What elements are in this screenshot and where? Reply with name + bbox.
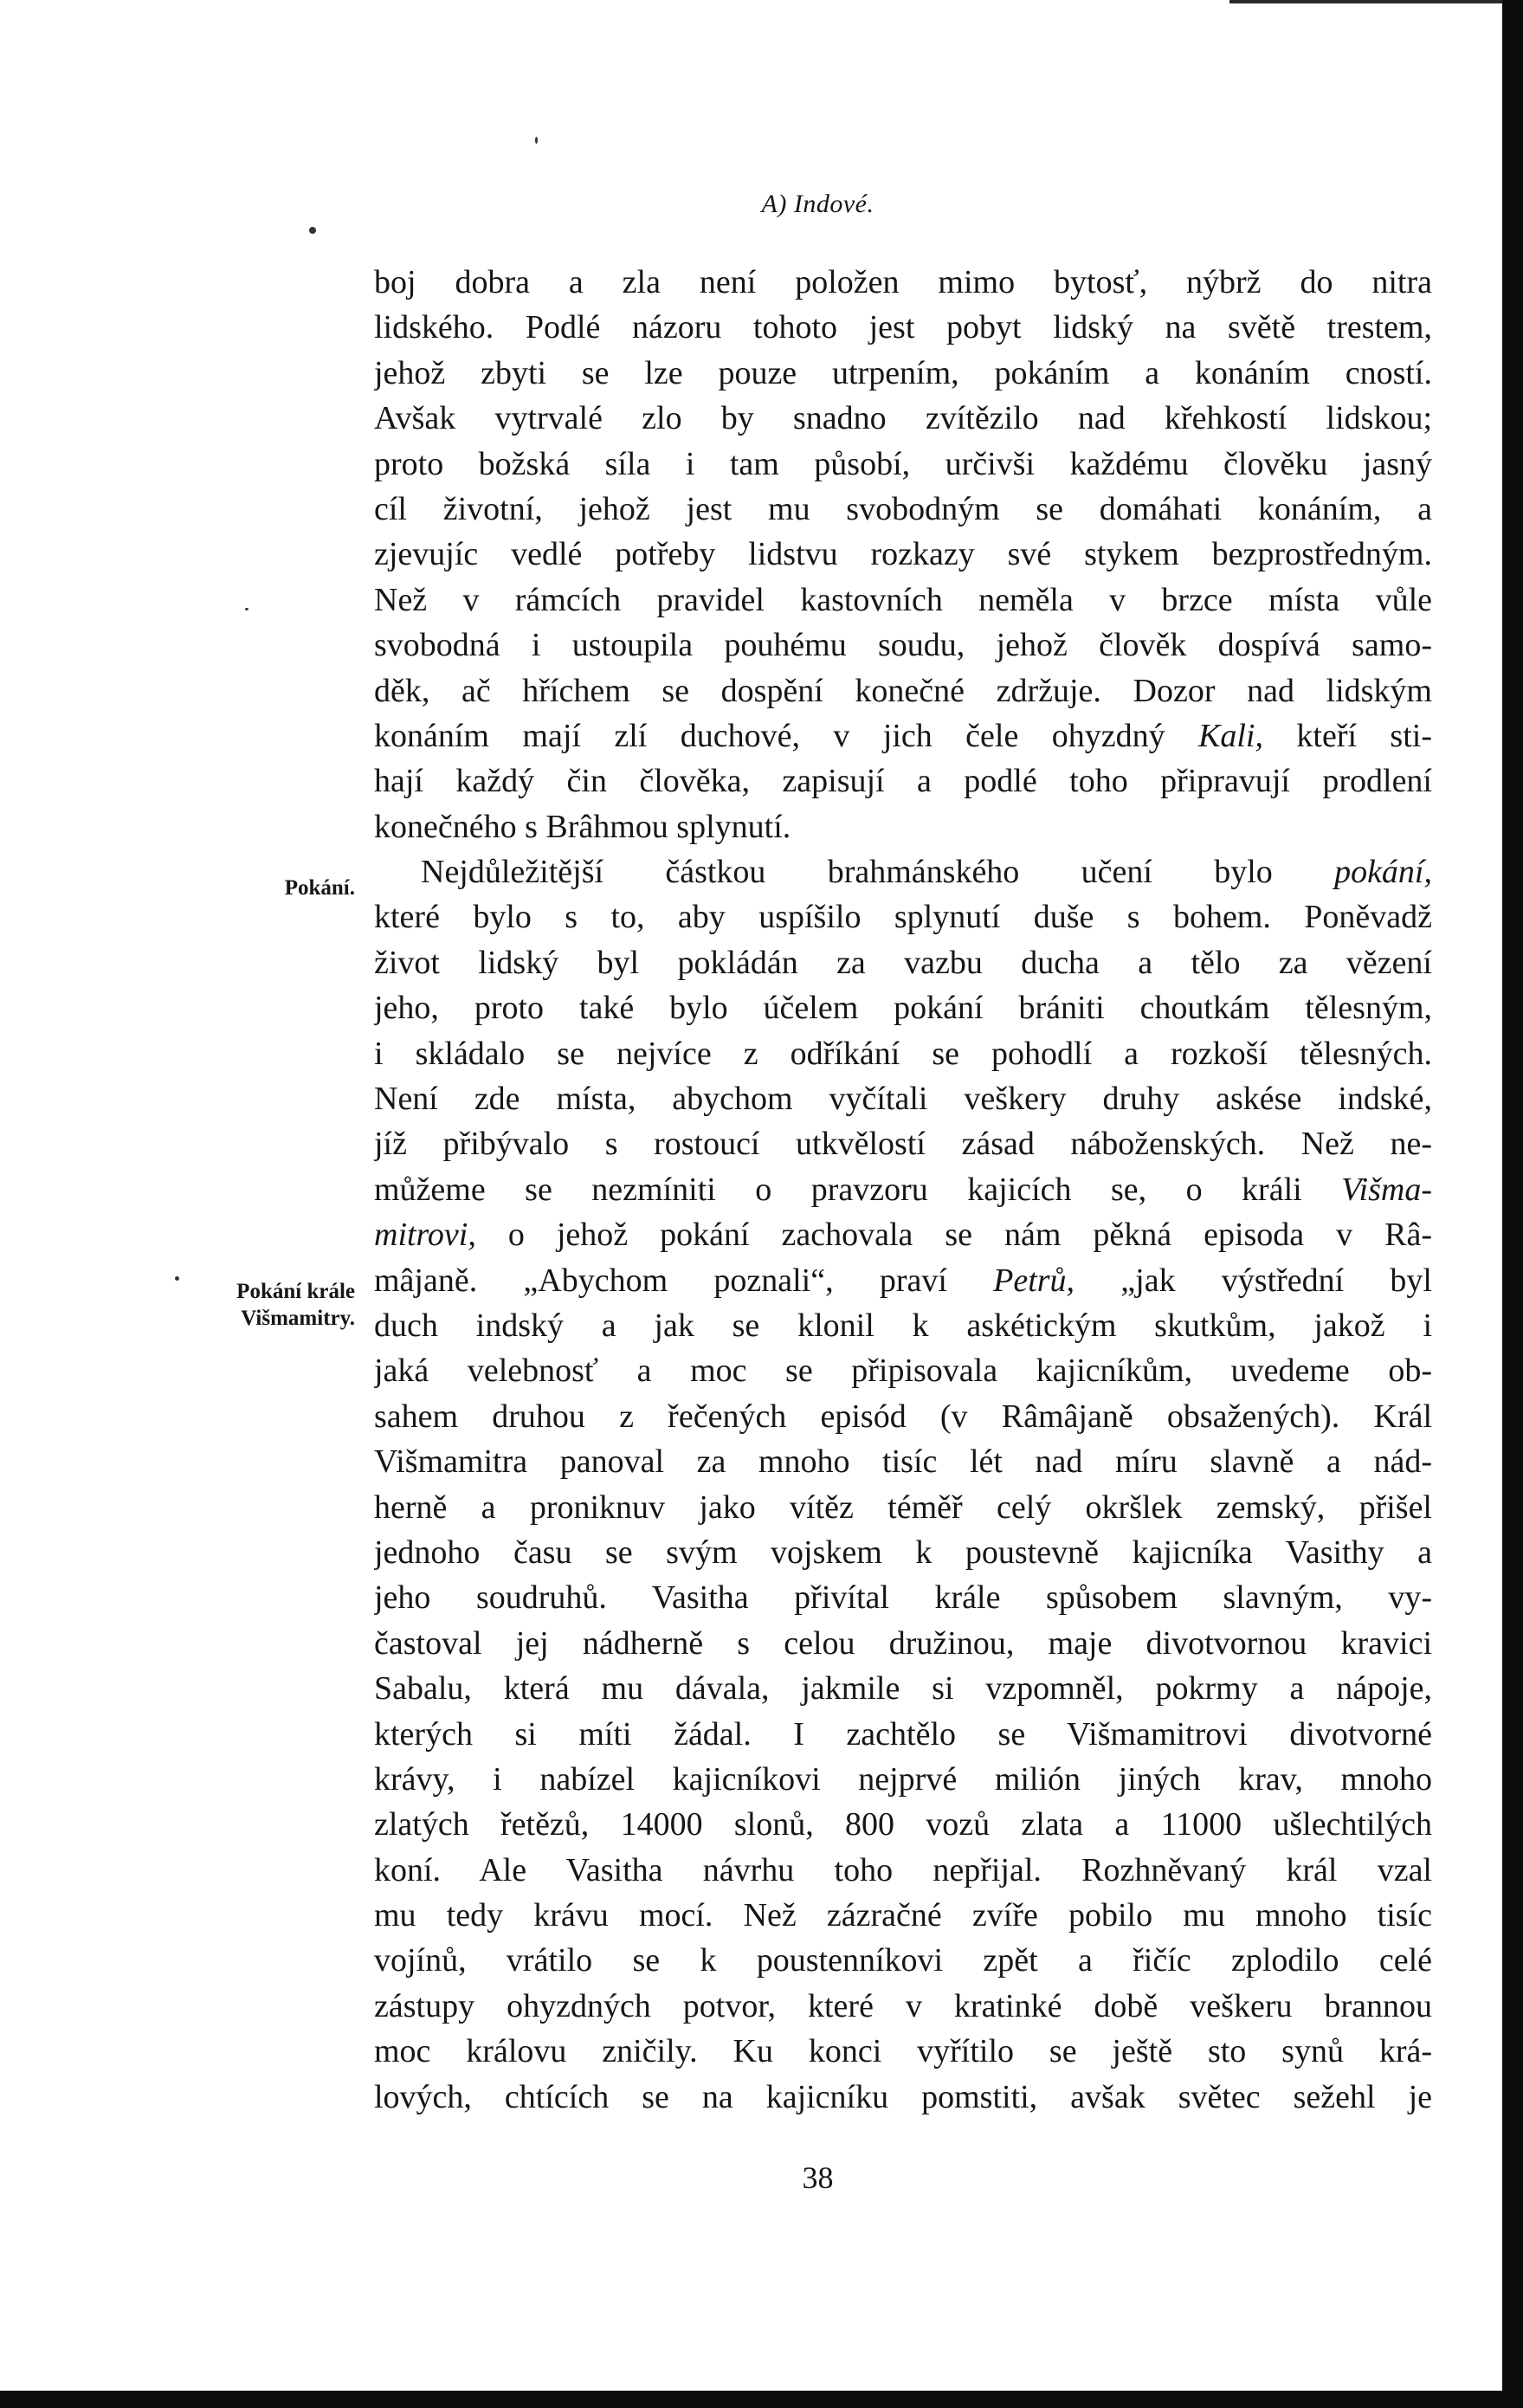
- text-line: [374, 1212, 1432, 1257]
- text-line: [374, 1575, 1432, 1620]
- text-run: boj dobra a zla není položen mimo bytosť, nýbrž do nitra: [374, 264, 1432, 300]
- text-run: konáním mají zlí duchové, v jich čele ohyzdný: [374, 717, 1199, 754]
- text-line: [374, 1121, 1432, 1166]
- scan-speck: [245, 608, 248, 610]
- text-line: [374, 487, 1432, 532]
- text-run: jeho, proto také bylo účelem pokání brániti choutkám tělesným,: [374, 990, 1432, 1027]
- text-line: [374, 668, 1432, 713]
- text-run: cíl životní, jehož jest mu svobodným se domáhati konáním, a: [374, 490, 1432, 527]
- text-run: děk, ač hříchem se dospění konečné zdržuje. Dozor nad lidským: [374, 672, 1432, 709]
- italic-term: Petrů,: [993, 1262, 1075, 1299]
- text-run: které bylo s to, aby uspíšilo splynutí duše s bohem. Poněvadž: [374, 899, 1432, 936]
- text-line: [374, 442, 1432, 487]
- text-line: [374, 1167, 1432, 1212]
- text-line: [374, 804, 1432, 849]
- text-line: [374, 1394, 1432, 1439]
- scan-edge-top: [1229, 0, 1523, 3]
- text-run: proto božská síla i tam působí, určivši každému člověku jasný: [374, 445, 1432, 482]
- text-run: Višmamitra panoval za mnoho tisíc lét nad míru slavně a nád-: [374, 1443, 1432, 1481]
- text-line: [374, 305, 1432, 350]
- text-line: [374, 351, 1432, 396]
- text-run: kterých si míti žádal. I zachtělo se Višmamitrovi divotvorné: [374, 1715, 1432, 1753]
- text-run: jeho soudruhů. Vasitha přivítal krále spůsobem slavným, vy-: [374, 1579, 1432, 1617]
- text-run: zástupy ohyzdných potvor, které v kratinké době veškeru brannou: [374, 1987, 1432, 2024]
- text-run: duch indský a jak se klonil k askétickým skutkům, jakož i: [374, 1307, 1432, 1344]
- text-run: mâjaně. „Abychom poznali“, praví: [374, 1262, 994, 1299]
- text-run: Sabalu, která mu dávala, jakmile si vzpomněl, pokrmy a nápoje,: [374, 1670, 1432, 1708]
- margin-note-pokani-krale: Pokání krále Višmamitry.: [236, 1280, 355, 1330]
- text-line: [374, 2029, 1432, 2074]
- body-text: [374, 260, 1432, 2120]
- text-line: [374, 260, 1432, 305]
- text-run: můžeme se nezmíniti o pravzoru kajicích se, o králi: [374, 1171, 1342, 1208]
- text-line: [374, 985, 1432, 1030]
- text-run: o jehož pokání zachovala se nám pěkná episoda v Râ-: [475, 1217, 1432, 1254]
- text-line: [374, 396, 1432, 441]
- text-line: [374, 1712, 1432, 1757]
- text-line: [374, 759, 1432, 804]
- text-run: i skládalo se nejvíce z odříkání se pohodlí a rozkoší tělesných.: [374, 1035, 1432, 1072]
- italic-term: Kali,: [1198, 717, 1263, 754]
- text-line: [374, 1076, 1432, 1121]
- scan-edge-bottom: [0, 2391, 1523, 2408]
- running-head: A) Indové.: [761, 190, 874, 218]
- text-run: lových, chtících se na kajicníku pomstiti, avšak světec sežehl je: [374, 2078, 1432, 2115]
- text-run: moc královu zničily. Ku konci vyřítilo se ještě sto synů krá-: [374, 2033, 1432, 2070]
- text-line: [374, 1485, 1432, 1530]
- text-line: [374, 1530, 1432, 1575]
- text-line: [374, 1031, 1432, 1076]
- text-run: „jak výstřední byl: [1074, 1262, 1432, 1299]
- text-run: sahem druhou z řečených episód (v Râmâjaně obsažených). Král: [374, 1398, 1432, 1435]
- text-line: [374, 2075, 1432, 2120]
- text-run: jehož zbyti se lze pouze utrpením, pokáním a konáním cností.: [374, 354, 1432, 391]
- text-run: zjevujíc vedlé potřeby lidstvu rozkazy své stykem bezprostředným.: [374, 536, 1432, 573]
- text-line: [374, 894, 1432, 939]
- text-line: [374, 578, 1432, 623]
- text-run: kteří sti-: [1262, 717, 1432, 754]
- text-run: lidského. Podlé názoru tohoto jest pobyt lidský na světě trestem,: [374, 309, 1432, 346]
- text-run: hají každý čin člověka, zapisují a podlé toho připravují prodlení: [374, 763, 1432, 800]
- text-run: vojínů, vrátilo se k poustenníkovi zpět a řičíc zplodilo celé: [374, 1942, 1432, 1979]
- text-run: jíž přibývalo s rostoucí utkvělostí zásad náboženských. Než ne-: [374, 1126, 1432, 1163]
- text-line: [374, 532, 1432, 577]
- text-line: [374, 1893, 1432, 1938]
- text-run: krávy, i nabízel kajicníkovi nejprvé milión jiných krav, mnoho: [374, 1760, 1432, 1798]
- text-line: [374, 1848, 1432, 1893]
- text-line: [374, 1348, 1432, 1393]
- text-run: častoval jej nádherně s celou družinou, maje divotvornou kravici: [374, 1624, 1432, 1662]
- text-run: Avšak vytrvalé zlo by snadno zvítězilo nad křehkostí lidskou;: [374, 400, 1432, 437]
- scan-speck: [309, 227, 316, 234]
- text-line: [374, 1666, 1432, 1711]
- text-run: konečného s Brâhmou splynutí.: [374, 808, 791, 845]
- text-run: Není zde místa, abychom vyčítali veškery druhy askése indské,: [374, 1081, 1432, 1118]
- text-line: [374, 1303, 1432, 1348]
- margin-note-pokani: Pokání.: [284, 876, 355, 900]
- italic-term: mitrovi,: [374, 1217, 476, 1254]
- text-run: jaká velebnosť a moc se připisovala kajicníkům, uvedeme ob-: [374, 1352, 1432, 1390]
- text-line: [374, 1984, 1432, 2029]
- text-run: jednoho času se svým vojskem k poustevně kajicníka Vasithy a: [374, 1533, 1432, 1571]
- text-run: Nejdůležitější částkou brahmánského učení bylo: [421, 854, 1335, 891]
- text-line: [374, 940, 1432, 985]
- text-line: [374, 849, 1432, 894]
- text-line: [374, 1802, 1432, 1847]
- text-run: život lidský byl pokládán za vazbu ducha a tělo za vězení: [374, 944, 1432, 981]
- text-line: [374, 1258, 1432, 1303]
- italic-term: pokání,: [1334, 854, 1432, 891]
- text-run: herně a proniknuv jako vítěz téměř celý okršlek zemský, přišel: [374, 1488, 1432, 1526]
- text-line: [374, 1621, 1432, 1666]
- italic-term: Višma-: [1341, 1171, 1432, 1208]
- text-line: [374, 1938, 1432, 1983]
- text-line: [374, 1439, 1432, 1484]
- text-line: [374, 623, 1432, 668]
- text-run: Než v rámcích pravidel kastovních neměla v brzce místa vůle: [374, 581, 1432, 618]
- scan-speck: [535, 137, 538, 144]
- scan-edge-right: [1502, 0, 1523, 2408]
- text-line: [374, 1757, 1432, 1802]
- text-run: svobodná i ustoupila pouhému soudu, jehož člověk dospívá samo-: [374, 627, 1432, 664]
- text-run: mu tedy krávu mocí. Než zázračné zvíře pobilo mu mnoho tisíc: [374, 1897, 1432, 1934]
- page-number: 38: [802, 2160, 834, 2195]
- text-line: [374, 713, 1432, 759]
- text-run: zlatých řetězů, 14000 slonů, 800 vozů zlata a 11000 ušlechtilých: [374, 1806, 1432, 1843]
- text-run: koní. Ale Vasitha návrhu toho nepřijal. Rozhněvaný král vzal: [374, 1851, 1432, 1888]
